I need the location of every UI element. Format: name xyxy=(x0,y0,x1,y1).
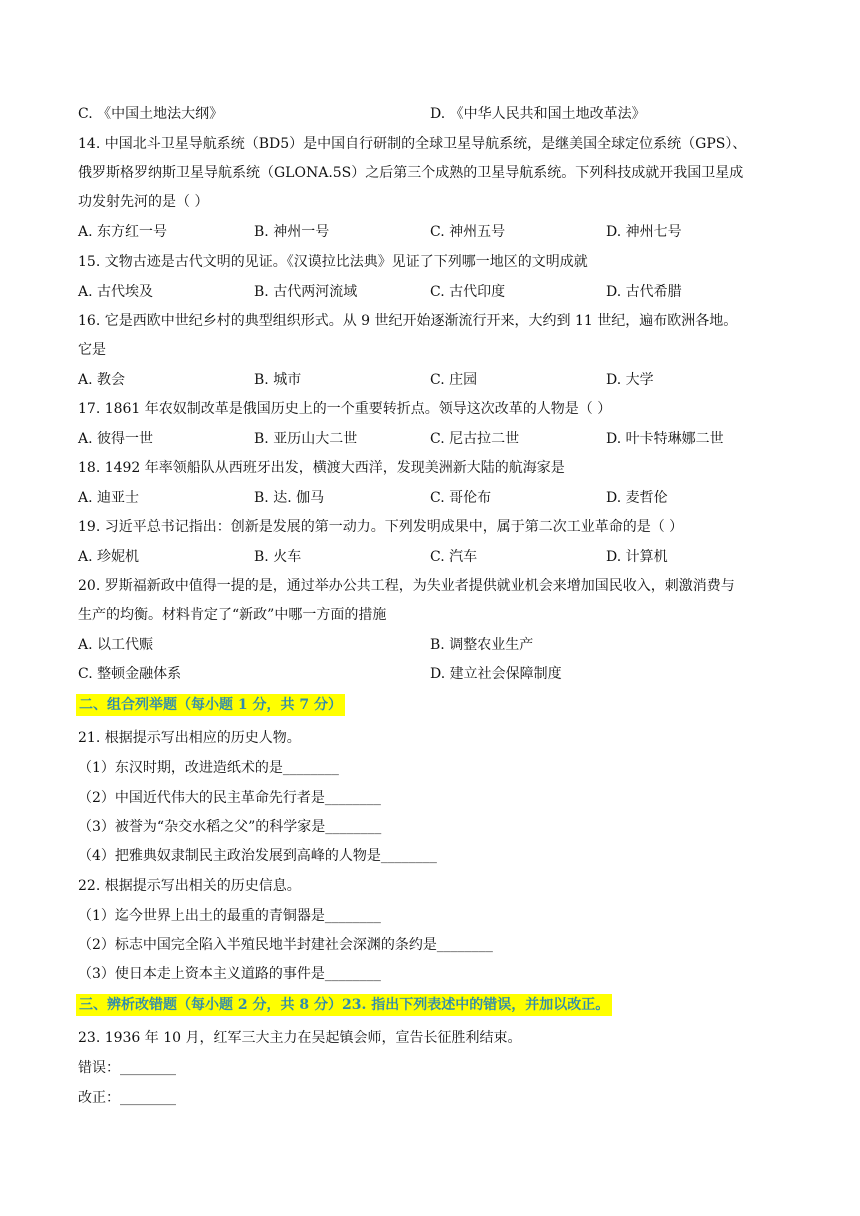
q20-stem-line-1: 20. 罗斯福新政中值得一提的是，通过举办公共工程，为失业者提供就业机会来增加国民收入，刺激消费与 xyxy=(78,578,735,594)
q15-option-d: D. 古代希腊 xyxy=(606,284,682,300)
section-2-heading: 二、组合列举题（每小题 1 分，共 7 分） xyxy=(76,694,345,716)
q14-stem-line-1: 14. 中国北斗卫星导航系统（BD5）是中国自行研制的全球卫星导航系统，是继美国全球定位系统（GPS）、 xyxy=(78,136,747,152)
q16-stem-line-1: 16. 它是西欧中世纪乡村的典型组织形式。从 9 世纪开始逐渐流行开来，大约到 11 世纪，遍布欧洲各地。 xyxy=(78,313,738,329)
q16-option-c: C. 庄园 xyxy=(430,372,478,388)
q18-option-b: B. 达. 伽马 xyxy=(254,490,325,506)
q17-option-b: B. 亚历山大二世 xyxy=(254,431,358,447)
section-3-heading: 三、辨析改错题（每小题 2 分，共 8 分）23. 指出下列表述中的错误，并加以改正。 xyxy=(76,994,612,1016)
q14-option-b: B. 神州一号 xyxy=(254,224,330,240)
q14-stem-line-2: 俄罗斯格罗纳斯卫星导航系统（GLONA.5S）之后第三个成熟的卫星导航系统。下列科技成就开我国卫星成 xyxy=(78,165,744,181)
q19-option-b: B. 火车 xyxy=(254,549,302,565)
q22-item-1: （1）迄今世界上出土的最重的青铜器是________ xyxy=(78,908,381,924)
q13-option-c: C. 《中国土地法大纲》 xyxy=(78,106,224,122)
q17-option-a: A. 彼得一世 xyxy=(78,431,154,447)
q18-option-c: C. 哥伦布 xyxy=(430,490,492,506)
q16-stem-line-2: 它是 xyxy=(78,342,106,358)
q22-item-3: （3）使日本走上资本主义道路的事件是________ xyxy=(78,966,381,982)
q23-stem: 23. 1936 年 10 月，红军三大主力在吴起镇会师，宣告长征胜利结束。 xyxy=(78,1030,522,1046)
q19-stem: 19. 习近平总书记指出：创新是发展的第一动力。下列发明成果中，属于第二次工业革命的是（ ） xyxy=(78,519,684,535)
q20-option-c: C. 整顿金融体系 xyxy=(78,666,182,682)
q16-option-b: B. 城市 xyxy=(254,372,302,388)
q19-option-c: C. 汽车 xyxy=(430,549,478,565)
q21-item-2: （2）中国近代伟大的民主革命先行者是________ xyxy=(78,790,381,806)
q19-option-d: D. 计算机 xyxy=(606,549,668,565)
q23-fix-line: 改正：________ xyxy=(78,1090,176,1106)
q17-option-c: C. 尼古拉二世 xyxy=(430,431,520,447)
q14-option-c: C. 神州五号 xyxy=(430,224,506,240)
q15-option-a: A. 古代埃及 xyxy=(78,284,154,300)
q21-item-4: （4）把雅典奴隶制民主政治发展到高峰的人物是________ xyxy=(78,848,437,864)
q21-item-3: （3）被誉为“杂交水稻之父”的科学家是________ xyxy=(78,819,382,835)
q18-stem: 18. 1492 年率领船队从西班牙出发，横渡大西洋，发现美洲新大陆的航海家是 xyxy=(78,460,565,476)
q21-item-1: （1）东汉时期，改进造纸术的是________ xyxy=(78,760,339,776)
q17-stem: 17. 1861 年农奴制改革是俄国历史上的一个重要转折点。领导这次改革的人物是（ ） xyxy=(78,401,612,417)
q22-stem: 22. 根据提示写出相关的历史信息。 xyxy=(78,878,301,894)
q20-option-d: D. 建立社会保障制度 xyxy=(430,666,562,682)
q14-option-a: A. 东方红一号 xyxy=(78,224,168,240)
q13-option-d: D. 《中华人民共和国土地改革法》 xyxy=(430,106,646,122)
q15-stem: 15. 文物古迹是古代文明的见证。《汉谟拉比法典》见证了下列哪一地区的文明成就 xyxy=(78,254,588,270)
q20-option-a: A. 以工代赈 xyxy=(78,637,154,653)
q15-option-b: B. 古代两河流域 xyxy=(254,284,358,300)
q17-option-d: D. 叶卡特琳娜二世 xyxy=(606,431,724,447)
q16-option-a: A. 教会 xyxy=(78,372,126,388)
q20-stem-line-2: 生产的均衡。材料肯定了“新政”中哪一方面的措施 xyxy=(78,607,387,623)
q23-error-line: 错误：________ xyxy=(78,1060,176,1076)
q15-option-c: C. 古代印度 xyxy=(430,284,506,300)
q14-option-d: D. 神州七号 xyxy=(606,224,682,240)
q18-option-a: A. 迪亚士 xyxy=(78,490,140,506)
q22-item-2: （2）标志中国完全陷入半殖民地半封建社会深渊的条约是________ xyxy=(78,937,493,953)
q14-stem-line-3: 功发射先河的是（ ） xyxy=(78,194,209,210)
q21-stem: 21. 根据提示写出相应的历史人物。 xyxy=(78,730,301,746)
q20-option-b: B. 调整农业生产 xyxy=(430,637,534,653)
q16-option-d: D. 大学 xyxy=(606,372,654,388)
q19-option-a: A. 珍妮机 xyxy=(78,549,140,565)
q18-option-d: D. 麦哲伦 xyxy=(606,490,668,506)
